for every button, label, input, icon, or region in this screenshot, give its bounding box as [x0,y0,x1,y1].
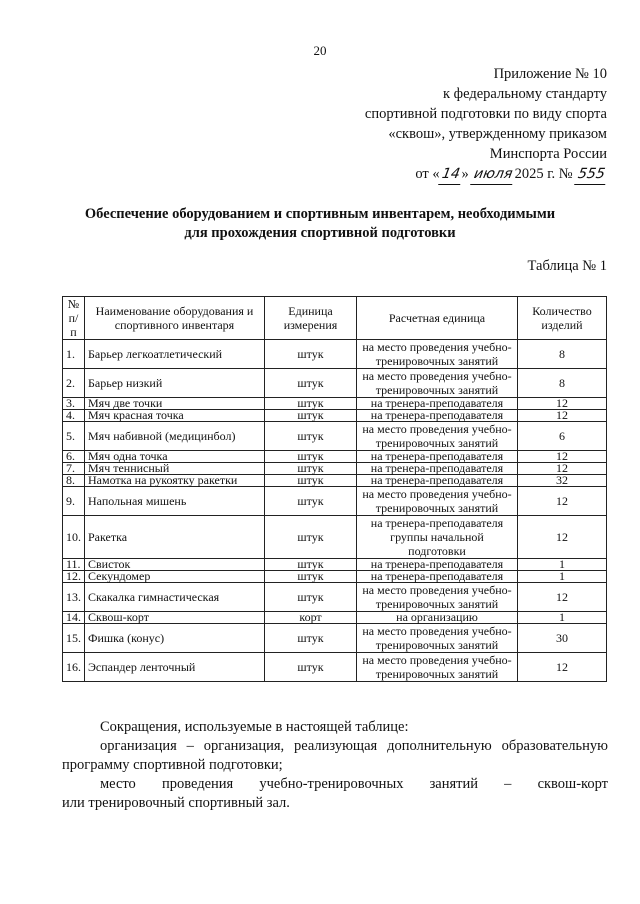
handwritten-month: июля [470,164,516,185]
appendix-line: Минспорта России [489,146,607,162]
row-qty: 12 [518,451,607,463]
row-num: 10. [63,516,85,559]
table-row [63,369,607,398]
row-name: Намотка на рукоятку ракетки [85,475,265,487]
row-num: 6. [63,451,85,463]
appendix-block [307,64,607,185]
table-row [63,612,607,624]
table-row [63,410,607,422]
table-row [63,422,607,451]
row-unit: штук [265,624,357,653]
header-name: Наименование оборудования и спортивного инвентаря [85,297,265,340]
row-name: Напольная мишень [85,487,265,516]
row-qty: 32 [518,475,607,487]
row-name: Барьер низкий [85,369,265,398]
notes-place-line2: или тренировочный спортивный зал. [62,795,290,811]
row-num: 4. [63,410,85,422]
row-qty: 12 [518,410,607,422]
table-row [63,571,607,583]
header-qty: Количество изделий [518,297,607,340]
row-num: 8. [63,475,85,487]
row-name: Эспандер ленточный [85,653,265,682]
row-unit: штук [265,653,357,682]
row-unit: штук [265,369,357,398]
row-calc: на место проведения учебно-тренировочных занятий [357,624,518,653]
order-date-line [307,164,607,185]
table-row [63,475,607,487]
table-row [63,516,607,559]
row-calc: на тренера-преподавателя группы начальной подготовки [357,516,518,559]
header-unit: Единица измерения [265,297,357,340]
row-unit: штук [265,463,357,475]
row-qty: 6 [518,422,607,451]
row-qty: 12 [518,583,607,612]
row-calc: на организацию [357,612,518,624]
row-unit: штук [265,559,357,571]
row-num: 5. [63,422,85,451]
row-num: 9. [63,487,85,516]
row-qty: 1 [518,571,607,583]
appendix-line: к федеральному стандарту [443,86,607,102]
table-row [63,583,607,612]
row-name: Мяч теннисный [85,463,265,475]
row-num: 16. [63,653,85,682]
row-qty: 30 [518,624,607,653]
row-name: Сквош-корт [85,612,265,624]
row-name: Мяч красная точка [85,410,265,422]
row-calc: на тренера-преподавателя [357,475,518,487]
row-calc: на место проведения учебно-тренировочных занятий [357,369,518,398]
row-name: Мяч одна точка [85,451,265,463]
appendix-line: спортивной подготовки по виду спорта [364,106,607,122]
table-header-row [63,297,607,340]
notes-place-line1: место проведения учебно-тренировочных занятий – сквош-корт [100,776,608,792]
handwritten-day: 14 [438,164,464,185]
table-row [63,624,607,653]
table-row [63,653,607,682]
row-name: Барьер легкоатлетический [85,340,265,369]
row-name: Свисток [85,559,265,571]
row-name: Мяч набивной (медицинбол) [85,422,265,451]
notes-organization: организация – организация, реализующая дополнительную образовательную программу спортивной подготовки; [62,738,608,773]
table-row [63,340,607,369]
appendix-line: «сквош», утвержденному приказом [388,126,607,142]
document-title [40,205,600,243]
row-qty: 12 [518,398,607,410]
title-line: Обеспечение оборудованием и спортивным инвентарем, необходимыми [84,206,556,222]
row-num: 2. [63,369,85,398]
row-num: 1. [63,340,85,369]
equipment-table [62,296,607,682]
date-mid: » [461,166,469,182]
row-calc: на место проведения учебно-тренировочных занятий [357,340,518,369]
row-name: Мяч две точки [85,398,265,410]
row-qty: 12 [518,463,607,475]
row-calc: на место проведения учебно-тренировочных занятий [357,653,518,682]
row-num: 11. [63,559,85,571]
page-number: 20 [313,43,327,58]
row-unit: штук [265,340,357,369]
row-unit: штук [265,410,357,422]
row-unit: штук [265,475,357,487]
header-num: № п/п [63,297,85,340]
row-name: Секундомер [85,571,265,583]
table-row [63,487,607,516]
row-unit: штук [265,487,357,516]
notes-block [62,718,608,813]
row-qty: 12 [518,653,607,682]
date-prefix: от « [415,166,440,182]
row-qty: 1 [518,559,607,571]
row-calc: на место проведения учебно-тренировочных занятий [357,422,518,451]
row-calc: на тренера-преподавателя [357,571,518,583]
notes-intro: Сокращения, используемые в настоящей таблице: [100,719,409,735]
row-num: 3. [63,398,85,410]
row-num: 13. [63,583,85,612]
row-unit: штук [265,422,357,451]
row-calc: на тренера-преподавателя [357,463,518,475]
date-year: 2025 г. № [514,166,573,182]
row-unit: штук [265,516,357,559]
row-qty: 8 [518,340,607,369]
row-num: 15. [63,624,85,653]
row-name: Ракетка [85,516,265,559]
row-unit: штук [265,451,357,463]
appendix-line: Приложение № 10 [493,66,607,82]
header-calc: Расчетная единица [357,297,518,340]
row-num: 12. [63,571,85,583]
title-line: для прохождения спортивной подготовки [184,225,456,241]
row-unit: штук [265,571,357,583]
row-unit: штук [265,583,357,612]
row-qty: 12 [518,487,607,516]
row-name: Скакалка гимнастическая [85,583,265,612]
row-name: Фишка (конус) [85,624,265,653]
row-qty: 8 [518,369,607,398]
row-qty: 12 [518,516,607,559]
row-calc: на тренера-преподавателя [357,398,518,410]
row-num: 14. [63,612,85,624]
row-calc: на место проведения учебно-тренировочных занятий [357,487,518,516]
row-unit: штук [265,398,357,410]
row-calc: на место проведения учебно-тренировочных занятий [357,583,518,612]
row-calc: на тренера-преподавателя [357,451,518,463]
row-unit: корт [265,612,357,624]
table-label: Таблица № 1 [527,258,607,274]
row-qty: 1 [518,612,607,624]
handwritten-order-number: 555 [574,164,608,185]
row-num: 7. [63,463,85,475]
row-calc: на тренера-преподавателя [357,410,518,422]
row-calc: на тренера-преподавателя [357,559,518,571]
